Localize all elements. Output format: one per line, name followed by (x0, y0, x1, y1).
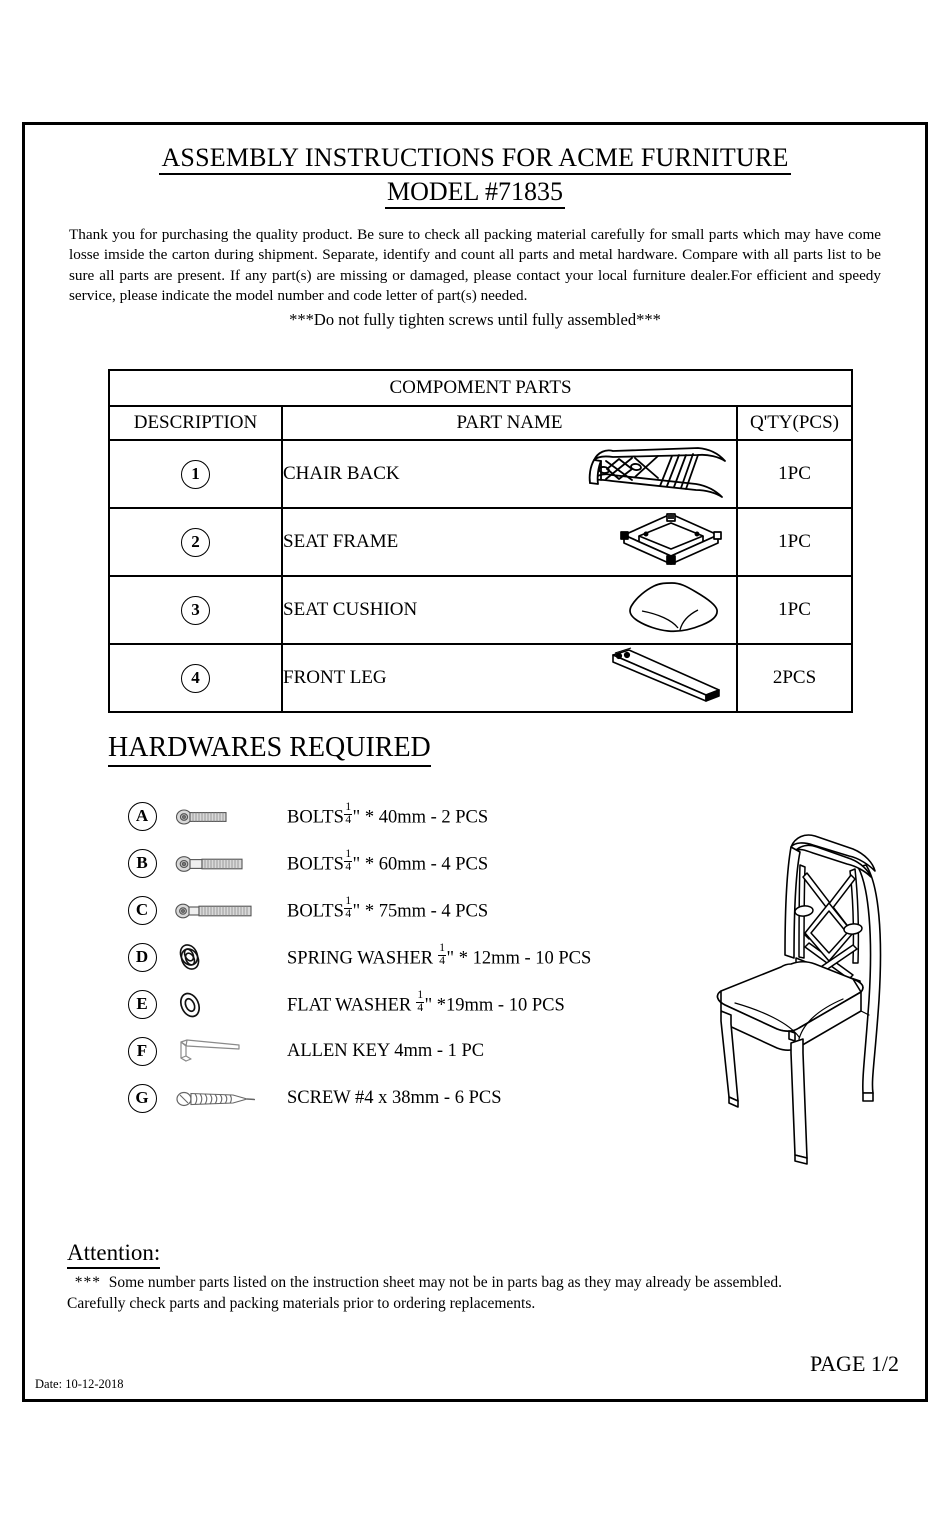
fraction-denominator: 4 (439, 954, 446, 967)
attention-stars: *** (74, 1274, 101, 1292)
fraction-numerator: 1 (345, 848, 352, 861)
hardware-code-cell (113, 943, 171, 972)
attention-section (67, 1240, 887, 1315)
hardware-code-cell (113, 802, 171, 831)
page-title: ASSEMBLY INSTRUCTIONS FOR ACME FURNITURE (159, 143, 790, 175)
list-item (113, 981, 693, 1028)
hardware-label-suffix: " * 75mm - 4 PCS (352, 900, 489, 921)
spring-washer-icon (171, 942, 287, 974)
hardware-label (287, 848, 489, 876)
hardware-label-suffix: " *19mm - 10 PCS (424, 994, 565, 1015)
hardware-label-prefix: SCREW #4 x 38mm - 6 PCS (287, 1088, 502, 1108)
part-name-label: SEAT CUSHION (283, 599, 418, 620)
part-number-badge: 1 (181, 460, 210, 489)
chair-back-icon (580, 440, 730, 508)
fraction-denominator: 4 (417, 1001, 424, 1014)
fraction (344, 849, 352, 873)
list-item (113, 793, 693, 840)
hardware-code-badge: G (128, 1084, 157, 1113)
hardware-code-cell (113, 896, 171, 925)
part-name-label: CHAIR BACK (283, 463, 400, 484)
list-item (113, 1028, 693, 1075)
hardware-code-cell (113, 849, 171, 878)
front-leg-icon (605, 646, 730, 710)
part-name-cell (282, 644, 737, 712)
hardware-code-badge: E (128, 990, 157, 1019)
hardware-code-badge: C (128, 896, 157, 925)
hardware-label-prefix: BOLTS (287, 900, 344, 921)
hardware-label (287, 942, 592, 970)
attention-line-2: Carefully check parts and packing materials prior to ordering replacements. (67, 1295, 536, 1313)
hardware-code-badge: F (128, 1037, 157, 1066)
fraction (344, 896, 352, 920)
table-row (109, 576, 852, 644)
fraction-numerator: 1 (345, 801, 352, 814)
part-qty-cell: 1PC (737, 508, 852, 576)
hardware-label-suffix: " * 60mm - 4 PCS (352, 853, 489, 874)
hardware-label (287, 1041, 484, 1062)
hardware-label (287, 989, 565, 1017)
fraction-denominator: 4 (345, 860, 352, 873)
parts-table-caption: COMPOMENT PARTS (109, 370, 852, 406)
seat-cushion-icon (620, 578, 730, 642)
fraction (416, 990, 424, 1014)
table-row (109, 644, 852, 712)
part-name-cell (282, 576, 737, 644)
table-row (109, 440, 852, 508)
hardware-label-suffix: " * 40mm - 2 PCS (352, 806, 489, 827)
document-header (25, 143, 925, 209)
hardware-code-badge: B (128, 849, 157, 878)
fraction (344, 802, 352, 826)
part-number-cell (109, 644, 282, 712)
hardware-code-badge: A (128, 802, 157, 831)
hardware-label (287, 1088, 502, 1109)
hardware-code-cell (113, 990, 171, 1019)
intro-paragraph: Thank you for purchasing the quality product. Be sure to check all packing material carefully for small parts which may have come losse imside the carton during shipment. Separate, identify and count all parts and metal hardware. Compare with all parts list to be sure all parts are present. If any part(s) are missing or damaged, please contact your local furniture dealer.For efficient and speedy service, please indicate the model number and code letter of part(s) needed. (69, 226, 881, 304)
table-row (109, 508, 852, 576)
part-name-label: FRONT LEG (283, 667, 387, 688)
hardware-label-prefix: ALLEN KEY 4mm - 1 PC (287, 1041, 485, 1061)
part-number-badge: 2 (181, 528, 210, 557)
part-number-cell (109, 440, 282, 508)
hardware-section-heading: HARDWARES REQUIRED (108, 733, 431, 767)
flat-washer-icon (171, 988, 287, 1022)
document-date: Date: 10-12-2018 (35, 1377, 124, 1391)
attention-title: Attention: (67, 1240, 160, 1269)
page-number: PAGE 1/2 (809, 1351, 899, 1376)
seat-frame-icon (612, 508, 730, 576)
hardware-label-prefix: SPRING WASHER (287, 947, 434, 968)
part-number-badge: 3 (181, 596, 210, 625)
part-name-label: SEAT FRAME (283, 531, 399, 552)
list-item (113, 1075, 693, 1122)
model-number: MODEL #71835 (385, 177, 565, 209)
hardware-label-suffix: " * 12mm - 10 PCS (446, 947, 592, 968)
intro-warning-note: ***Do not fully tighten screws until fully assembled*** (289, 310, 661, 330)
bolt-icon (171, 854, 287, 874)
part-number-cell (109, 576, 282, 644)
part-number-badge: 4 (181, 664, 210, 693)
part-name-cell (282, 508, 737, 576)
fraction-denominator: 4 (345, 907, 352, 920)
bolt-icon (171, 807, 287, 827)
part-qty-cell: 2PCS (737, 644, 852, 712)
hardware-code-badge: D (128, 943, 157, 972)
header-description: DESCRIPTION (109, 406, 282, 440)
hardware-label (287, 801, 489, 829)
fraction (438, 943, 446, 967)
hardware-list (113, 793, 693, 1122)
header-qty: Q'TY(PCS) (737, 406, 852, 440)
attention-body (67, 1273, 887, 1315)
fraction-numerator: 1 (345, 895, 352, 908)
part-qty-cell: 1PC (737, 440, 852, 508)
fraction-denominator: 4 (345, 813, 352, 826)
header-part-name: PART NAME (282, 406, 737, 440)
part-name-cell (282, 440, 737, 508)
hardware-label-prefix: FLAT WASHER (287, 994, 412, 1015)
instruction-sheet-page (22, 122, 928, 1402)
hardware-label-prefix: BOLTS (287, 806, 344, 827)
bolt-icon (171, 901, 287, 921)
hardware-label (287, 895, 489, 923)
part-qty-cell: 1PC (737, 576, 852, 644)
fraction-numerator: 1 (417, 989, 424, 1002)
component-parts-table (108, 369, 853, 713)
allen-key-icon (171, 1038, 287, 1066)
hardware-code-cell (113, 1037, 171, 1066)
list-item (113, 887, 693, 934)
list-item (113, 840, 693, 887)
screw-icon (171, 1088, 287, 1110)
part-number-cell (109, 508, 282, 576)
attention-line-1: Some number parts listed on the instruction sheet may not be in parts bag as they may already be assembled. (108, 1274, 782, 1292)
hardware-label-prefix: BOLTS (287, 853, 344, 874)
assembled-chair-drawing (703, 825, 918, 1175)
hardware-code-cell (113, 1084, 171, 1113)
list-item (113, 934, 693, 981)
fraction-numerator: 1 (439, 942, 446, 955)
